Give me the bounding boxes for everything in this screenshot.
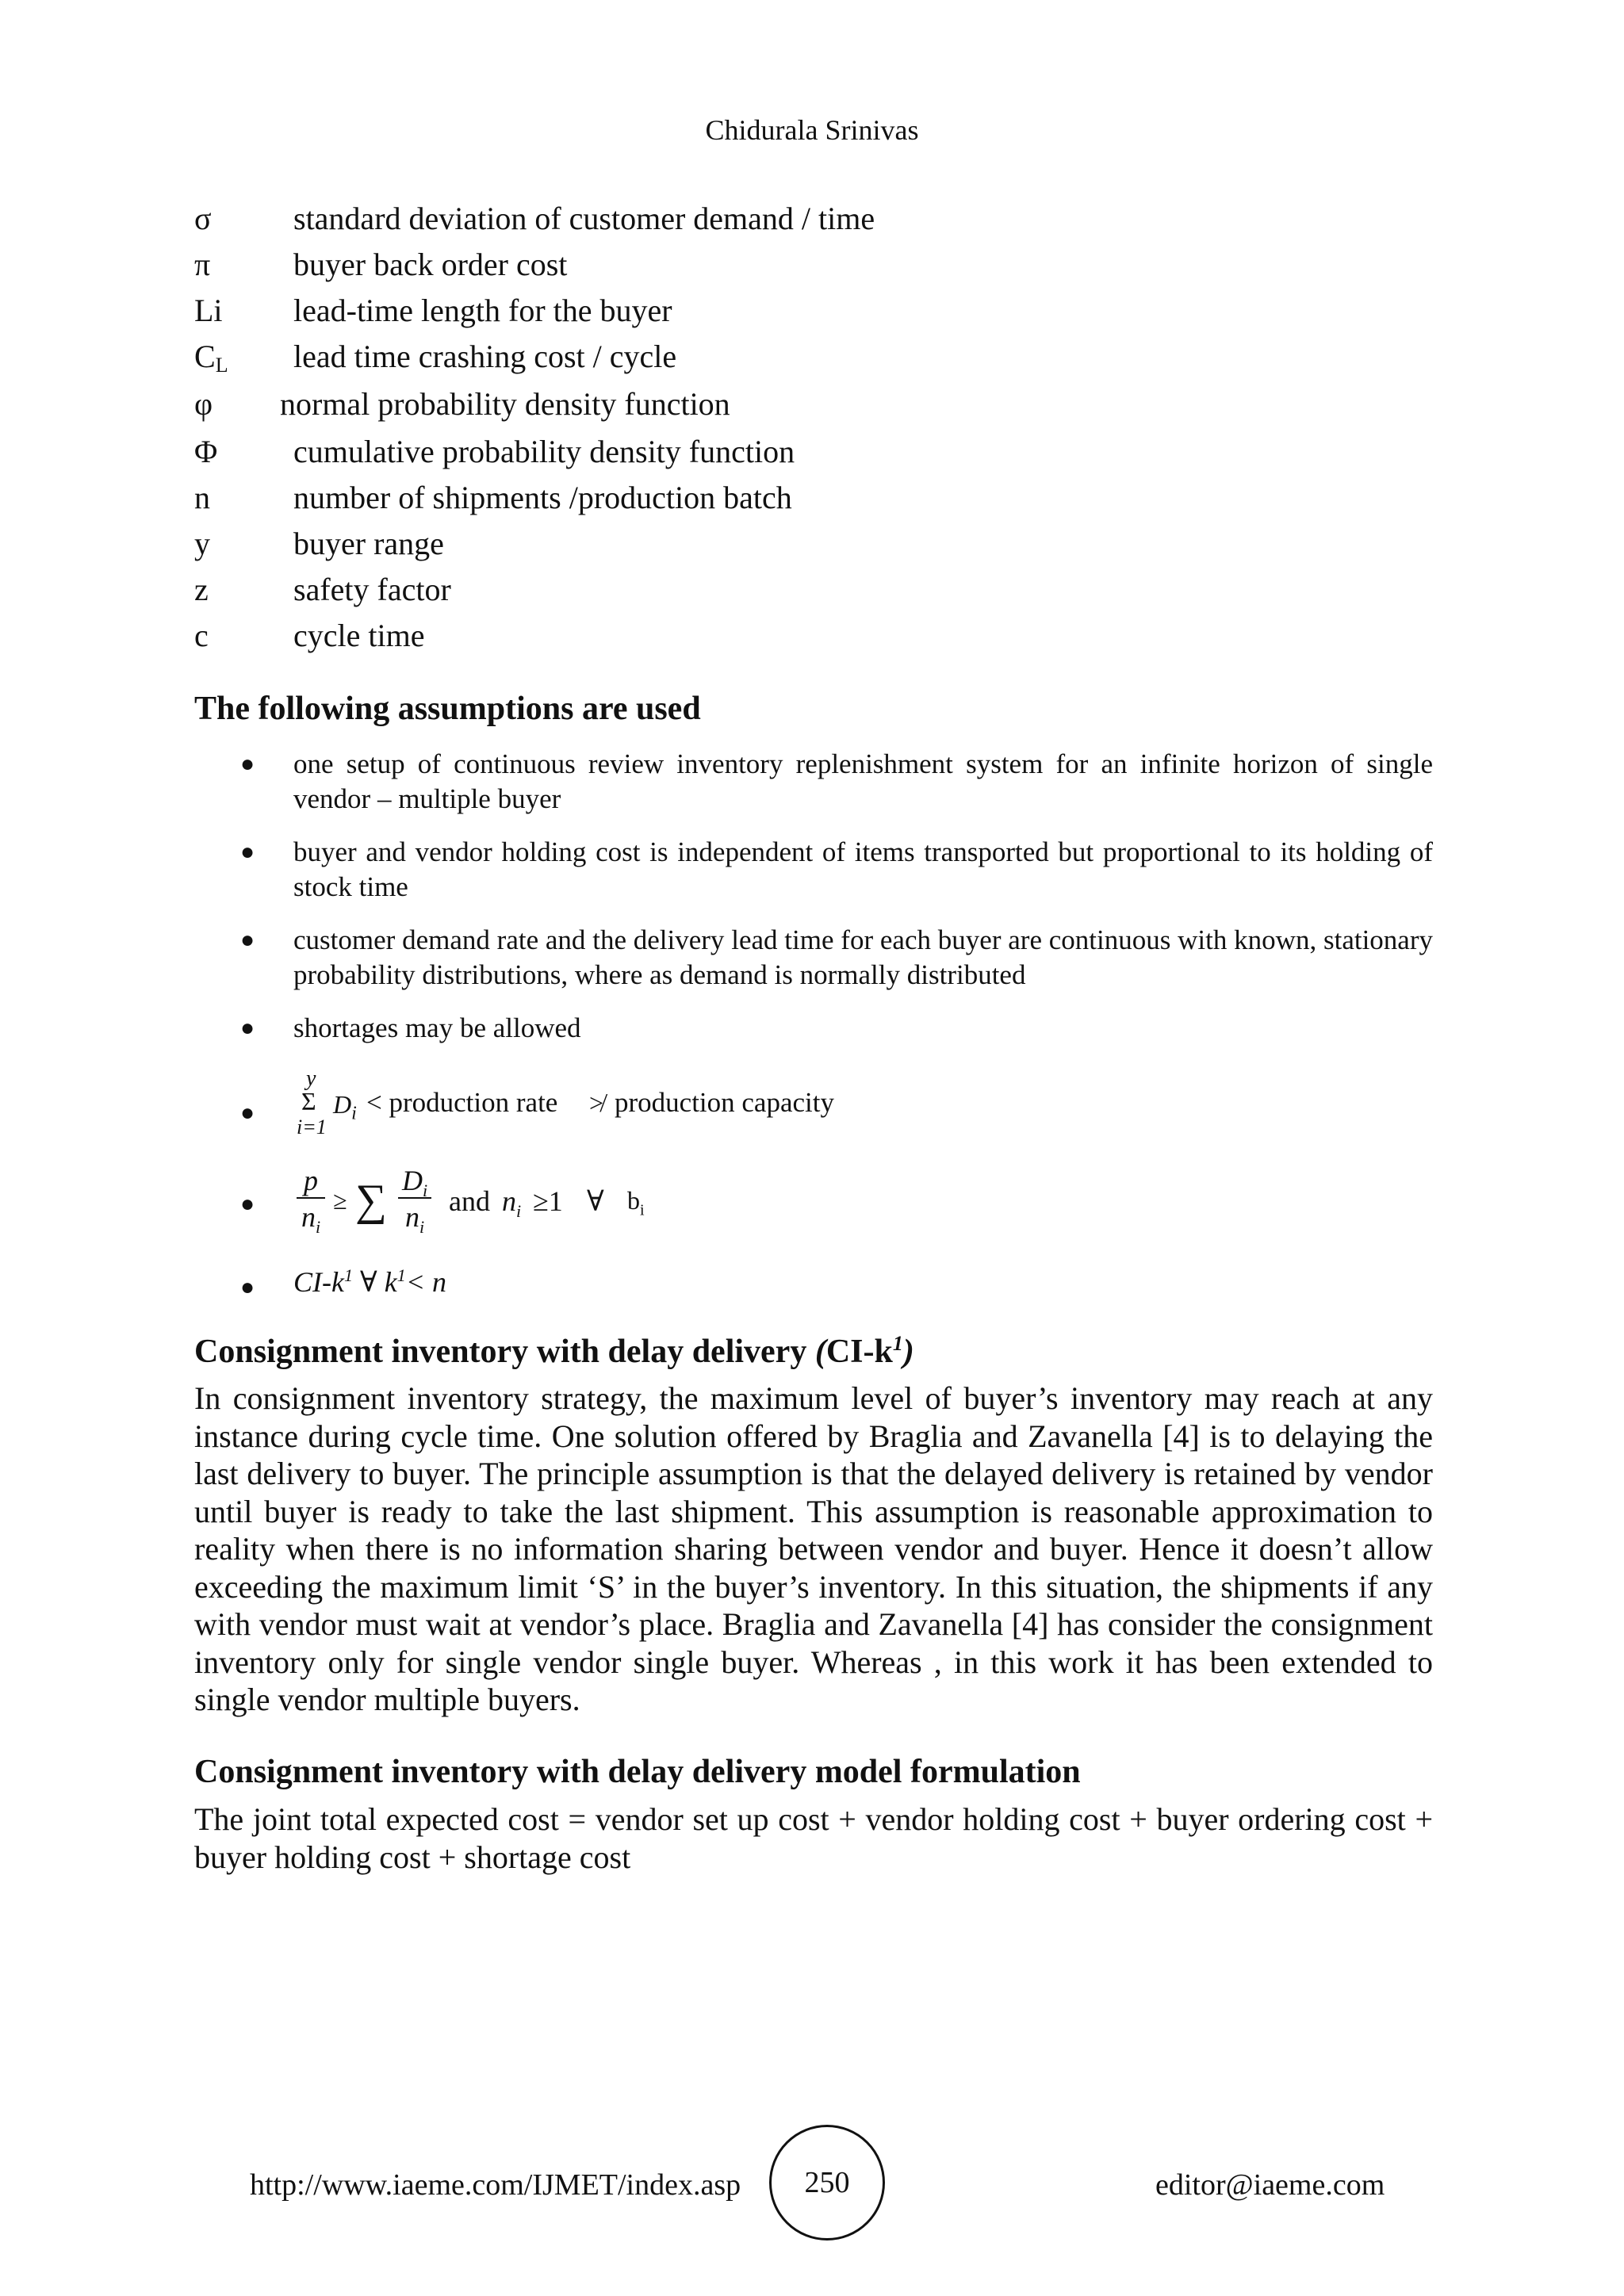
nomenclature-symbol: Φ <box>194 434 218 469</box>
nomenclature-description: number of shipments /production batch <box>293 480 792 515</box>
assumption-text: customer demand rate and the delivery lead time for each buyer are continuous with known, stationary probability distributions, where as demand is normally distributed <box>293 924 1433 990</box>
nomenclature-symbol: y <box>194 526 210 561</box>
nomenclature-description: cumulative probability density function <box>293 434 795 469</box>
assumptions-heading: The following assumptions are used <box>194 691 701 727</box>
nomenclature-symbol: $C_L$ <box>194 339 228 377</box>
nomenclature-symbol: c <box>194 618 209 653</box>
section-heading-model-formulation: Consignment inventory with delay delivery model formulation <box>194 1754 1081 1790</box>
footer-email: editor@iaeme.com <box>1155 2168 1385 2202</box>
nomenclature-description: lead-time length for the buyer <box>293 293 672 328</box>
forall-symbol: ∀ <box>359 1266 377 1298</box>
assumption-text: one setup of continuous review inventory replenishment system for an infinite horizon of single vendor – multiple buyer <box>293 748 1433 814</box>
assumption-text: shortages may be allowed <box>293 1012 581 1043</box>
formula-text: < production rate <box>366 1087 558 1118</box>
running-header: Chidurala Srinivas <box>705 114 919 146</box>
nomenclature-row <box>194 246 1463 285</box>
sum-symbol: Σ <box>301 1087 316 1115</box>
nomenclature-symbol: σ <box>194 201 212 236</box>
nomenclature-description: lead time crashing cost / cycle <box>293 339 677 374</box>
sum-symbol: ∑ <box>355 1176 387 1225</box>
bullet-icon: ● <box>240 1015 255 1041</box>
formula-n: $n_i$ <box>502 1185 522 1222</box>
nomenclature-row <box>194 479 1463 519</box>
not-greater-symbol: ≯ <box>589 1089 604 1117</box>
nomenclature-row <box>194 433 1463 473</box>
section-body-model-formulation: The joint total expected cost = vendor set up cost + vendor holding cost + buyer ordering cost + buyer holding cost + shortage cost <box>194 1801 1433 1875</box>
nomenclature-symbol: n <box>194 480 210 515</box>
formula-condition: ≥1 <box>533 1185 563 1217</box>
fraction-p-over-n: p $n_i$ <box>293 1164 328 1238</box>
section-body-consignment-delay: In consignment inventory strategy, the maximum level of buyer’s inventory may reach at any instance during cycle time. One solution offered by Braglia and Zavanella [4] is to delaying the last delivery to buyer. The principle assumption is that the delayed delivery is retained by vendor until buyer is ready to take the last shipment. This assumption is reasonable approximation to reality when there is no information sharing between vendor and buyer. Hence it doesn’t allow exceeding the maximum limit ‘S’ in the buyer’s inventory. In this situation, the shipments if any with vendor must wait at vendor’s place. Braglia and Zavanella [4] has consider the consignment inventory only for single vendor single buyer. Whereas , in this work it has been extended to single vendor multiple buyers. <box>194 1380 1433 1717</box>
nomenclature-description: cycle time <box>293 618 425 653</box>
formula-and: and <box>449 1185 490 1217</box>
nomenclature-description: buyer back order cost <box>293 247 568 282</box>
page-number: 250 <box>769 2125 885 2241</box>
nomenclature-row <box>194 525 1463 564</box>
formula-b: $b_i$ <box>627 1186 645 1219</box>
nomenclature-row <box>194 200 1463 239</box>
formula-sum-capacity <box>293 1066 1007 1146</box>
geq-symbol: ≥ <box>333 1186 347 1215</box>
formula-delay-condition: $CI-k^1$ ∀ $k^1< n$ <box>293 1265 446 1298</box>
bullet-icon: ● <box>240 751 255 777</box>
formula-batch-condition <box>293 1164 1007 1251</box>
sum-lower: i=1 <box>297 1115 327 1138</box>
nomenclature-row <box>194 617 1463 656</box>
sum-upper: y <box>306 1066 316 1091</box>
nomenclature-row <box>194 385 1463 425</box>
formula-text: production capacity <box>615 1087 834 1118</box>
forall-symbol: ∀ <box>587 1185 604 1217</box>
assumption-text: buyer and vendor holding cost is independent of items transported but proportional to its holding of stock time <box>293 836 1433 902</box>
bullet-icon: ● <box>240 1100 255 1126</box>
nomenclature-description: standard deviation of customer demand / time <box>293 201 875 236</box>
sum-variable: $D_i$ <box>333 1090 357 1124</box>
nomenclature-description: normal probability density function <box>280 386 730 422</box>
bullet-icon: ● <box>240 839 255 865</box>
bullet-icon: ● <box>240 1274 255 1300</box>
nomenclature-symbol: π <box>194 247 211 282</box>
bullet-icon: ● <box>240 927 255 953</box>
nomenclature-symbol: φ <box>194 386 213 422</box>
bullet-icon: ● <box>240 1191 255 1217</box>
nomenclature-row <box>194 571 1463 610</box>
nomenclature-symbol: Li <box>194 293 223 328</box>
nomenclature-row <box>194 338 1463 377</box>
nomenclature-description: buyer range <box>293 526 444 561</box>
fraction-d-over-n: $D_i$ $n_i$ <box>395 1164 435 1238</box>
footer-url: http://www.iaeme.com/IJMET/index.asp <box>250 2168 741 2202</box>
nomenclature-row <box>194 292 1463 331</box>
section-heading-consignment-delay: Consignment inventory with delay delivery $(CI-k^1)$ <box>194 1332 914 1370</box>
nomenclature-symbol: z <box>194 572 209 607</box>
nomenclature-description: safety factor <box>293 572 451 607</box>
